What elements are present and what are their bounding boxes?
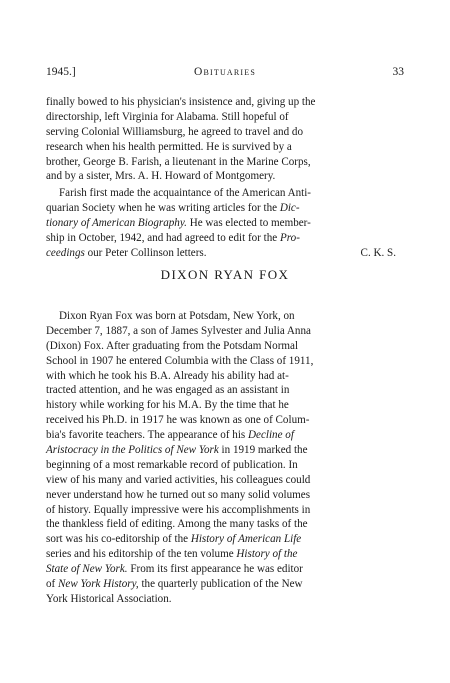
text-line	[46, 577, 404, 592]
text-line	[46, 231, 404, 246]
text-line: December 7, 1887, a son of James Sylvester and Julia Anna	[46, 324, 311, 337]
text-line: of history. Equally impressive were his accomplishments in	[46, 503, 311, 516]
obituary-title: DIXON RYAN FOX	[160, 267, 290, 282]
author-signature: C. K. S.	[360, 246, 396, 259]
text-line: Farish first made the acquaintance of the American Anti-	[59, 187, 311, 199]
text-line: (Dixon) Fox. After graduating from the Potsdam Normal	[46, 339, 299, 352]
text-line: never understand how he turned out so many solid volumes	[46, 488, 311, 501]
text-run: in 1919 marked the	[218, 444, 308, 457]
italic-title: ceedings	[46, 246, 85, 259]
text-line	[46, 532, 404, 547]
text-line	[46, 246, 404, 261]
text-line: received his Ph.D. in 1917 he was known as one of Colum-	[46, 414, 310, 427]
italic-title: Decline of	[248, 429, 294, 442]
text-line: and by a sister, Mrs. A. H. Howard of Montgomery.	[46, 170, 276, 183]
text-line: directorship, left Virginia for Alabama. Still hopeful of	[46, 110, 289, 123]
italic-title: History of the	[236, 548, 298, 561]
text-line	[46, 216, 404, 231]
header-section-title: Obituaries	[193, 66, 257, 78]
text-line: Dixon Ryan Fox was born at Potsdam, New York, on	[59, 310, 295, 322]
text-line: beginning of a most remarkable record of publication. In	[46, 458, 298, 471]
text-line	[46, 201, 404, 216]
italic-title: tionary of American Biography.	[46, 216, 187, 229]
text-run: ship in October, 1942, and had agreed to edit for the	[46, 231, 280, 244]
text-line: finally bowed to his physician's insistence and, giving up the	[46, 96, 316, 108]
text-run: From its first appearance he was editor	[127, 563, 303, 576]
italic-title: Pro-	[280, 231, 300, 244]
text-line: research when his health permitted. He is survived by a	[46, 140, 292, 153]
text-run: He was elected to member-	[186, 216, 311, 229]
paragraph-farish-survivors	[46, 95, 404, 184]
text-run: sort was his co-editorship of the	[46, 533, 191, 546]
italic-title: History of American Life	[190, 533, 302, 546]
italic-title: Aristocracy in the Politics of New York	[46, 444, 219, 457]
text-line: serving Colonial Williamsburg, he agreed to travel and do	[46, 125, 304, 138]
text-line: tracted attention, and he was engaged as an assistant in	[46, 384, 290, 397]
text-line: history while working for his M.A. By the time that he	[46, 399, 289, 412]
text-line: School in 1907 he entered Columbia with the Class of 1911,	[46, 354, 314, 367]
text-line: brother, George B. Farish, a lieutenant in the Marine Corps,	[46, 155, 311, 168]
text-line	[46, 443, 404, 458]
text-run: of	[46, 578, 59, 591]
italic-title: Dic-	[279, 201, 300, 214]
text-line	[46, 428, 404, 443]
paragraph-dixon-ryan-fox	[46, 309, 404, 607]
text-line: with which he took his B.A. Already his ability had at-	[46, 369, 289, 382]
text-line: view of his many and varied activities, his colleagues could	[46, 473, 311, 486]
text-line	[46, 547, 404, 562]
text-line: the thankless field of editing. Among the many tasks of the	[46, 518, 308, 531]
running-header	[46, 66, 404, 82]
text-line	[46, 562, 404, 577]
text-run: bia's favorite teachers. The appearance of his	[46, 429, 249, 442]
italic-title: State of New York.	[46, 563, 128, 576]
page-number: 33	[392, 66, 404, 78]
text-line: York Historical Association.	[46, 592, 172, 605]
text-run: series and his editorship of the ten volume	[46, 548, 237, 561]
text-run: our Peter Collinson letters.	[84, 246, 207, 259]
text-run: the quarterly publication of the New	[138, 578, 303, 591]
header-year: 1945.]	[46, 66, 76, 78]
paragraph-farish-society	[46, 186, 404, 260]
italic-title: New York History,	[58, 578, 139, 591]
text-run: quarian Society when he was writing articles for the	[46, 201, 280, 214]
